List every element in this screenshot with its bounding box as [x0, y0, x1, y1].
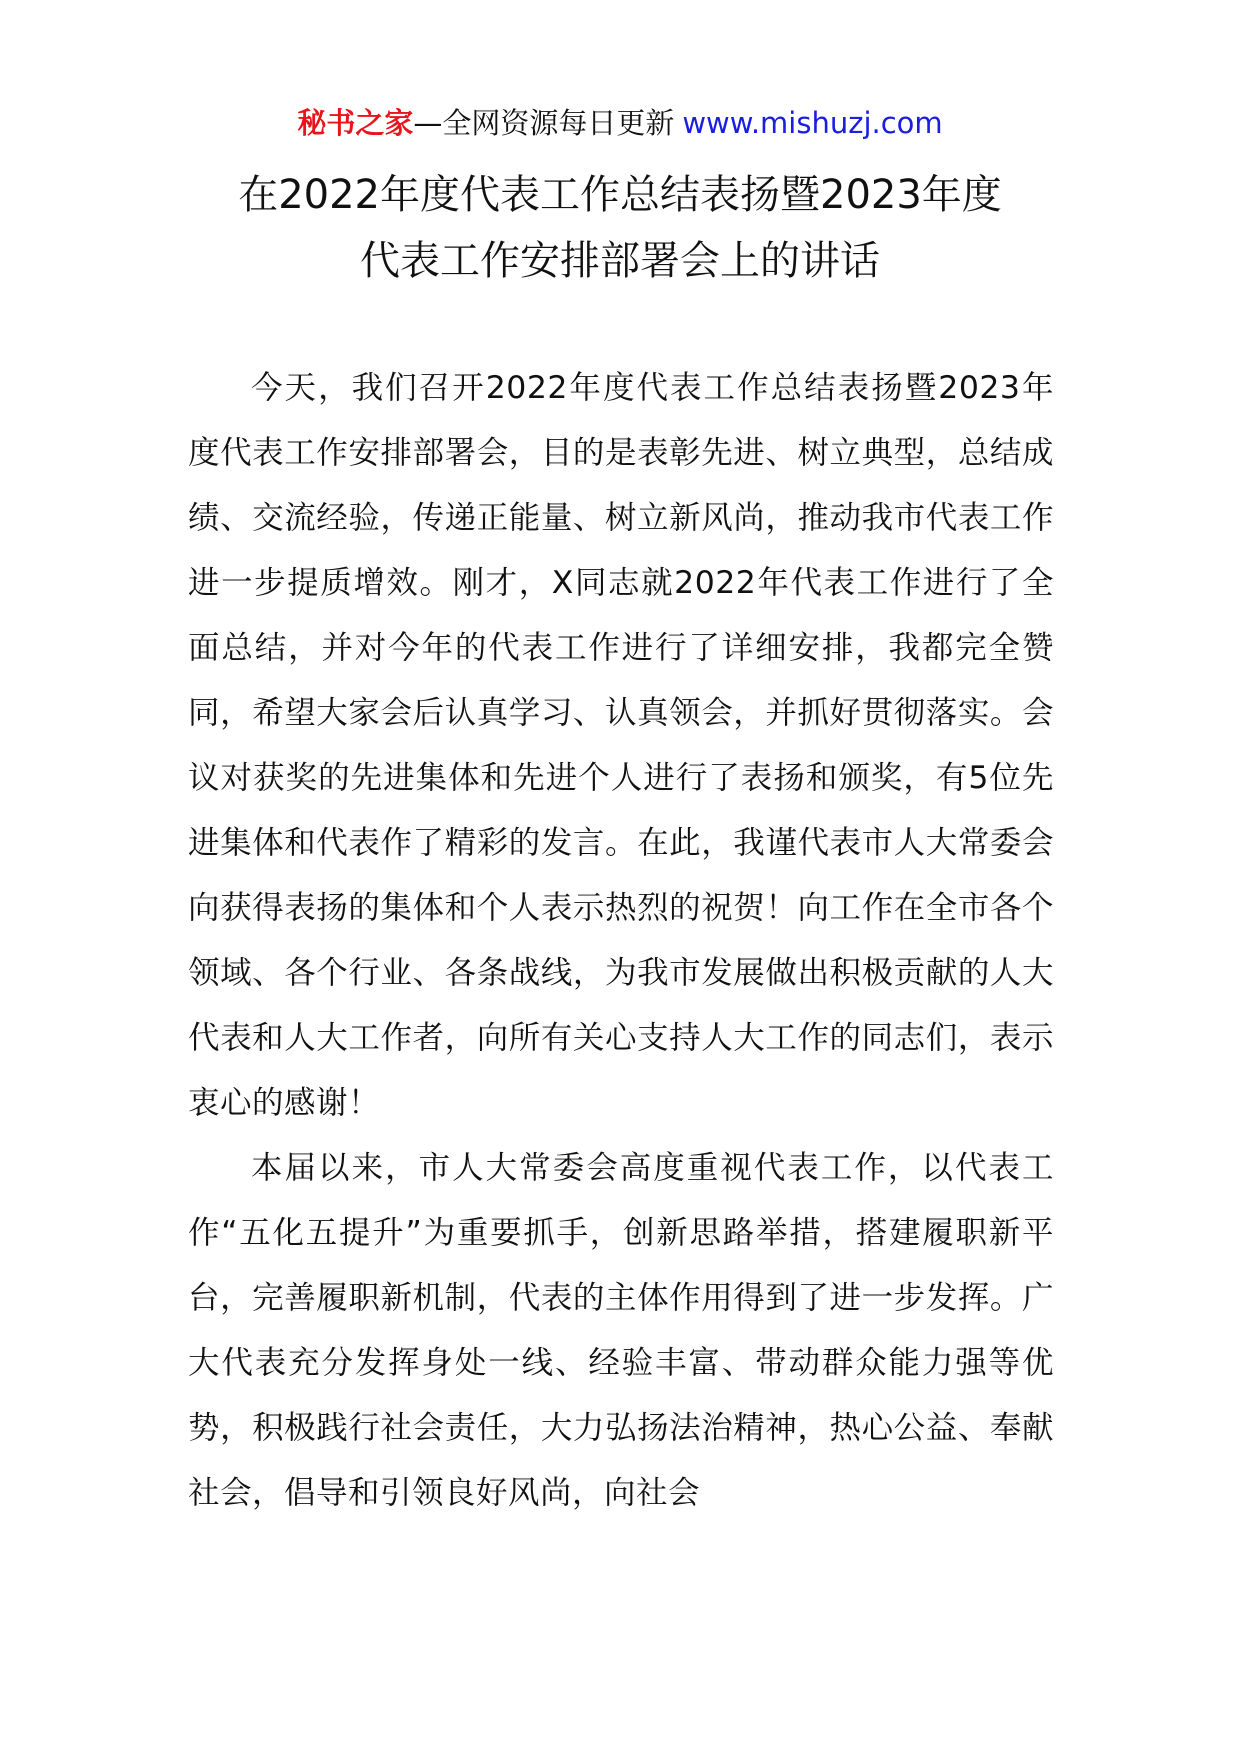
site-url-link[interactable]: www.mishuzj.com [682, 106, 943, 140]
header-tagline: —全网资源每日更新 [413, 106, 675, 140]
title-line-1: 在2022年度代表工作总结表扬暨2023年度 [238, 172, 1002, 218]
title-line-2: 代表工作安排部署会上的讲话 [360, 238, 880, 284]
site-header [0, 103, 1240, 143]
document-title [140, 162, 1100, 294]
paragraph: 今天，我们召开2022年度代表工作总结表扬暨2023年度代表工作安排部署会，目的是表彰先进、树立典型，总结成绩、交流经验，传递正能量、树立新风尚，推动我市代表工作进一步提质增效。刚才，X同志就2022年代表工作进行了全面总结，并对今年的代表工作进行了详细安排，我都完全赞同，希望大家会后认真学习、认真领会，并抓好贯彻落实。会议对获奖的先进集体和先进个人进行了表扬和颁奖，有5位先进集体和代表作了精彩的发言。在此，我谨代表市人大常委会向获得表扬的集体和个人表示热烈的祝贺！向工作在全市各个领域、各个行业、各条战线，为我市发展做出积极贡献的人大代表和人大工作者，向所有关心支持人大工作的同志们，表示衷心的感谢！ [188, 370, 1054, 1121]
document-body [188, 356, 1054, 1526]
paragraph: 本届以来，市人大常委会高度重视代表工作，以代表工作“五化五提升”为重要抓手，创新思路举措，搭建履职新平台，完善履职新机制，代表的主体作用得到了进一步发挥。广大代表充分发挥身处一线、经验丰富、带动群众能力强等优势，积极践行社会责任，大力弘扬法治精神，热心公益、奉献社会，倡导和引领良好风尚，向社会 [188, 1150, 1054, 1511]
brand-name: 秘书之家 [297, 106, 414, 140]
